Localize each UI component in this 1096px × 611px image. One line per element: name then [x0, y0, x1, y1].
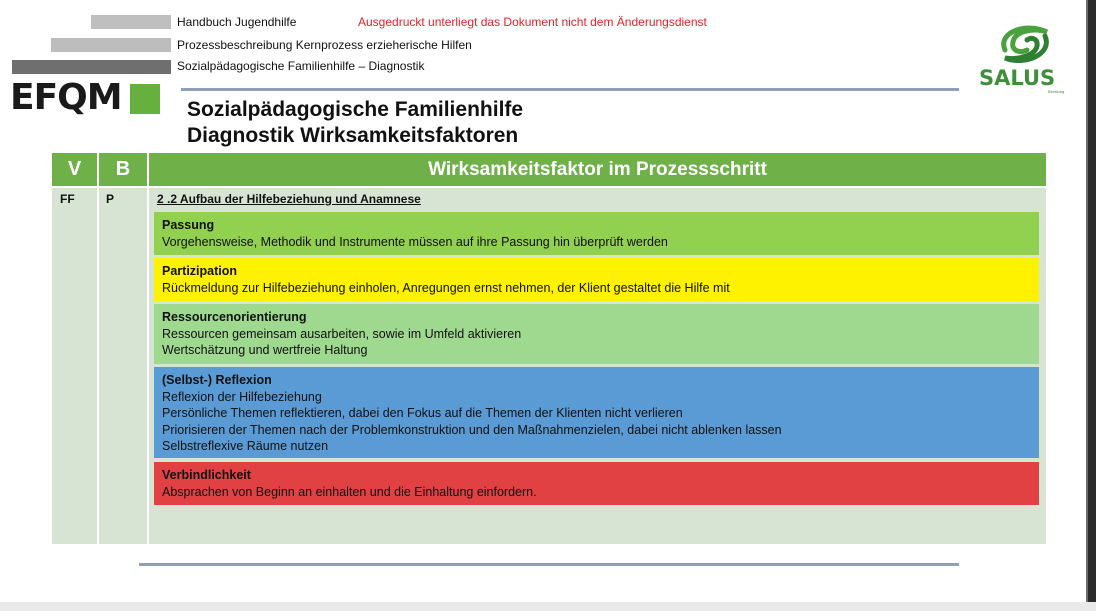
table-cell-b: [99, 188, 147, 544]
efqm-logo-text: EFQM: [10, 77, 122, 118]
header-bar-decoration: [91, 15, 171, 29]
factor-text: Wertschätzung und wertfreie Haltung: [162, 343, 368, 357]
window-frame-bottom: [0, 602, 1096, 611]
process-step-heading: 2 .2 Aufbau der Hilfebeziehung und Anamnese: [157, 192, 421, 206]
factor-text: Absprachen von Beginn an einhalten und die Einhaltung einfordern.: [162, 484, 537, 499]
header-handbook-title: Handbuch Jugendhilfe: [177, 15, 297, 29]
salus-logo-text: SALUS: [979, 66, 1056, 90]
header-bar-decoration: [12, 60, 171, 74]
cell-v-value: FF: [60, 192, 75, 206]
header-document-title: Sozialpädagogische Familienhilfe – Diagnostik: [177, 59, 425, 73]
table-cell-v: [52, 188, 97, 544]
factor-title: Passung: [162, 218, 215, 232]
window-frame-right: [1086, 0, 1096, 611]
salus-logo-subtext: Beratung: [1048, 89, 1065, 94]
document-title: [187, 97, 523, 149]
header-divider: [181, 88, 959, 91]
factor-text: Rückmeldung zur Hilfebeziehung einholen, Anregungen ernst nehmen, der Klient gestaltet die Hilfe mit: [162, 280, 730, 295]
footer-divider: [139, 563, 959, 566]
factor-title: Partizipation: [162, 264, 238, 278]
factor-ressourcenorientierung: [154, 304, 1039, 364]
factor-passung: [154, 212, 1039, 255]
salus-logo: [975, 20, 1075, 94]
cell-b-value: P: [106, 192, 115, 206]
header-process-title: Prozessbeschreibung Kernprozess erzieherische Hilfen: [177, 38, 472, 52]
document-title-line-1: Sozialpädagogische Familienhilfe: [187, 98, 524, 121]
factor-verbindlichkeit: [154, 462, 1039, 505]
factor-text: Persönliche Themen reflektieren, dabei den Fokus auf die Themen der Klienten nicht verlieren: [162, 406, 683, 420]
factor-text: Vorgehensweise, Methodik und Instrumente müssen auf ihre Passung hin überprüft werden: [162, 234, 668, 249]
header-bar-decoration: [51, 38, 171, 52]
efqm-logo: [10, 78, 160, 118]
document-title-line-2: Diagnostik Wirksamkeitsfaktoren: [187, 124, 519, 147]
factor-text: Priorisieren der Themen nach der Problemkonstruktion und den Maßnahmenzielen, dabei nicht ablenken lassen: [162, 422, 782, 437]
factor-partizipation: [154, 258, 1039, 301]
factor-text: Ressourcen gemeinsam ausarbeiten, sowie im Umfeld aktivieren: [162, 326, 522, 341]
factor-title: Verbindlichkeit: [162, 468, 251, 482]
efqm-logo-square: [130, 84, 160, 114]
factor-text: Selbstreflexive Räume nutzen: [162, 439, 329, 453]
factor-title: (Selbst-) Reflexion: [162, 373, 272, 387]
print-notice: Ausgedruckt unterliegt das Dokument nicht dem Änderungsdienst: [358, 15, 707, 29]
factor-selbstreflexion: [154, 367, 1039, 458]
factor-text: Reflexion der Hilfebeziehung: [162, 389, 322, 404]
column-header-b: B: [99, 153, 147, 186]
column-header-v: V: [52, 153, 97, 186]
factor-title: Ressourcenorientierung: [162, 310, 307, 324]
column-header-wirksamkeitsfaktor: Wirksamkeitsfaktor im Prozessschritt: [149, 153, 1046, 186]
